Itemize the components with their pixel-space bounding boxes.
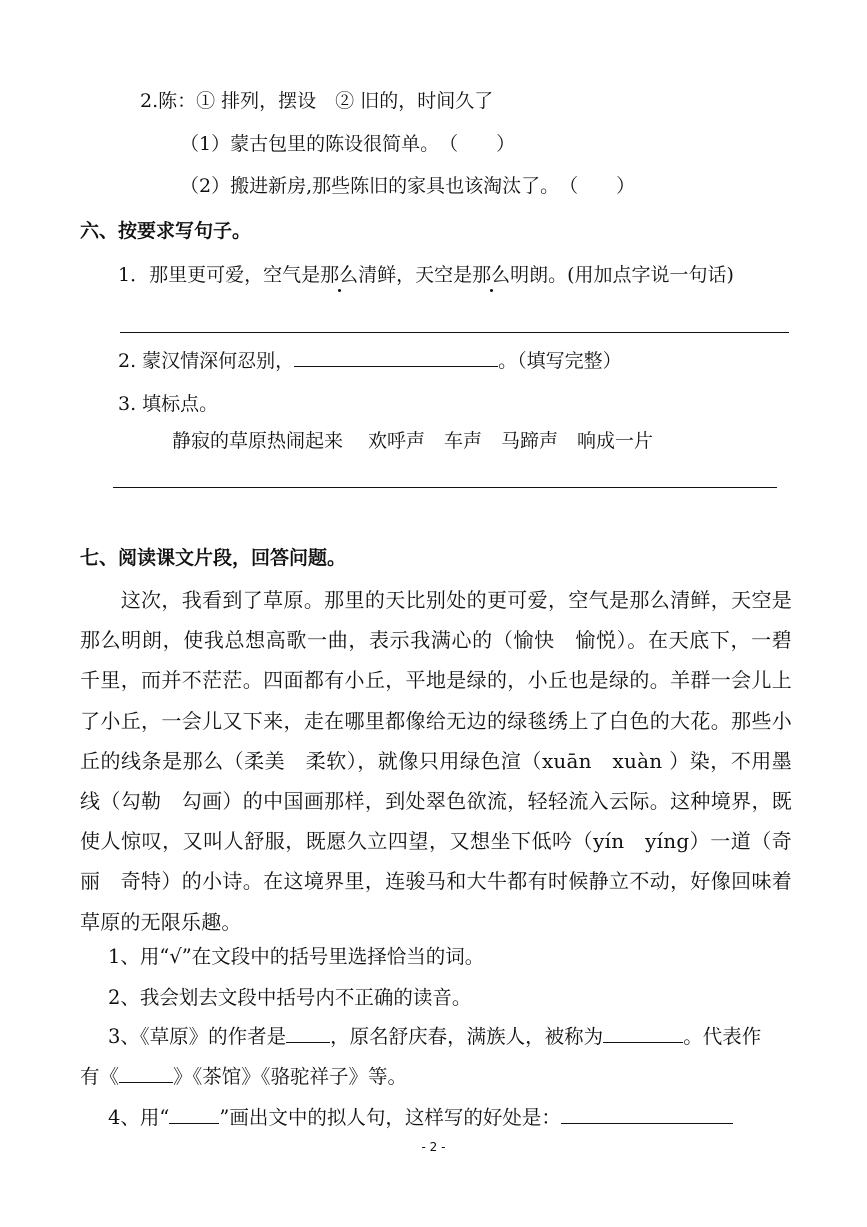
q6-item2-part-a: 2. 蒙汉情深何忍别， [118, 350, 295, 372]
q6-item1-dotted-word-1: 那么 [320, 264, 359, 286]
q7-title: 七、阅读课文片段，回答问题。 [80, 547, 347, 569]
q6-title: 六、按要求写句子。 [80, 220, 252, 242]
q7-q4-text-a: 4、用“ [108, 1106, 170, 1129]
q7-q3-text-b: ，原名舒庆春，满族人，被称为 [330, 1025, 604, 1048]
q7-q3-work-blank[interactable] [119, 1064, 173, 1083]
q7-q3-text-e: 》《茶馆》《骆驼祥子》等。 [173, 1065, 408, 1088]
q7-passage: 这次，我看到了草原。那里的天比别处的更可爱，空气是那么清鲜，天空是那么明朗，使我总想高歌一曲，表示我满心的（愉快 愉悦）。在天底下，一碧千里，而并不茫茫。四面都有小丘，平地是绿的，小丘也是绿的。羊群一会儿上了小丘，一会儿又下来，走在哪里都像给无边的绿毯绣上了白色的大花。那些小丘的线条是那么（柔美 柔软），就像只用绿色渲（xuān xuàn ）染，不用墨线（勾勒 勾画）的中国画那样，到处翠色欲流，轻轻流入云际。这种境界，既使人惊叹，又叫人舒服，既愿久立四望，又想坐下低吟（yín yíng）一道（奇丽 奇特）的小诗。在这境界里，连骏马和大牛都有时候静立不动，好像回味着草原的无限乐趣。 [80, 588, 792, 934]
q6-item3-answer-line[interactable] [113, 487, 777, 488]
q7-question3-line2 [80, 1064, 407, 1090]
q7-q3-author-blank[interactable] [286, 1024, 330, 1043]
q6-item3-text: 静寂的草原热闹起来 欢呼声 车声 马蹄声 响成一片 [172, 430, 654, 452]
q6-item1-part-a: 1．那里更可爱，空气是 [118, 264, 321, 286]
q6-item1-part-c: 明朗。(用加点字说一句话) [510, 264, 734, 286]
q6-item1 [118, 262, 734, 288]
q6-item2 [118, 348, 622, 374]
q5-item2-head: 2.陈：① 排列，摆设 ② 旧的，时间久了 [140, 90, 494, 112]
q6-item1-part-b: 清鲜，天空是 [358, 264, 473, 286]
q7-q3-title-blank[interactable] [603, 1024, 683, 1043]
q7-q4-line-sample [169, 1105, 219, 1124]
q7-q3-text-a: 3、《草原》的作者是 [108, 1025, 287, 1048]
q6-item1-dotted-word-2: 那么 [472, 264, 511, 286]
q6-item2-blank[interactable] [294, 348, 498, 367]
page-number: - 2 - [421, 1140, 446, 1154]
q6-item3-label: 3. 填标点。 [118, 393, 219, 415]
q7-q3-text-c: 。代表作 [683, 1025, 762, 1048]
q7-q4-text-b: ”画出文中的拟人句，这样写的好处是： [219, 1106, 561, 1129]
q7-question4 [108, 1105, 733, 1131]
q5-item2-sentence1: （1）蒙古包里的陈设很简单。 （ ） [180, 133, 516, 155]
q7-question3-line1 [108, 1024, 761, 1050]
q7-q4-answer-blank[interactable] [561, 1105, 733, 1124]
q7-q3-text-d: 有《 [80, 1065, 120, 1088]
q6-item1-answer-line[interactable] [120, 332, 789, 333]
q7-question1: 1、用“√”在文段中的括号里选择恰当的词。 [108, 945, 485, 968]
q6-item2-part-b: 。（填写完整） [498, 350, 622, 372]
q7-question2: 2、我会划去文段中括号内不正确的读音。 [108, 986, 472, 1009]
q5-item2-sentence2: （2）搬进新房,那些陈旧的家具也该淘汰了。 （ ） [180, 175, 636, 197]
